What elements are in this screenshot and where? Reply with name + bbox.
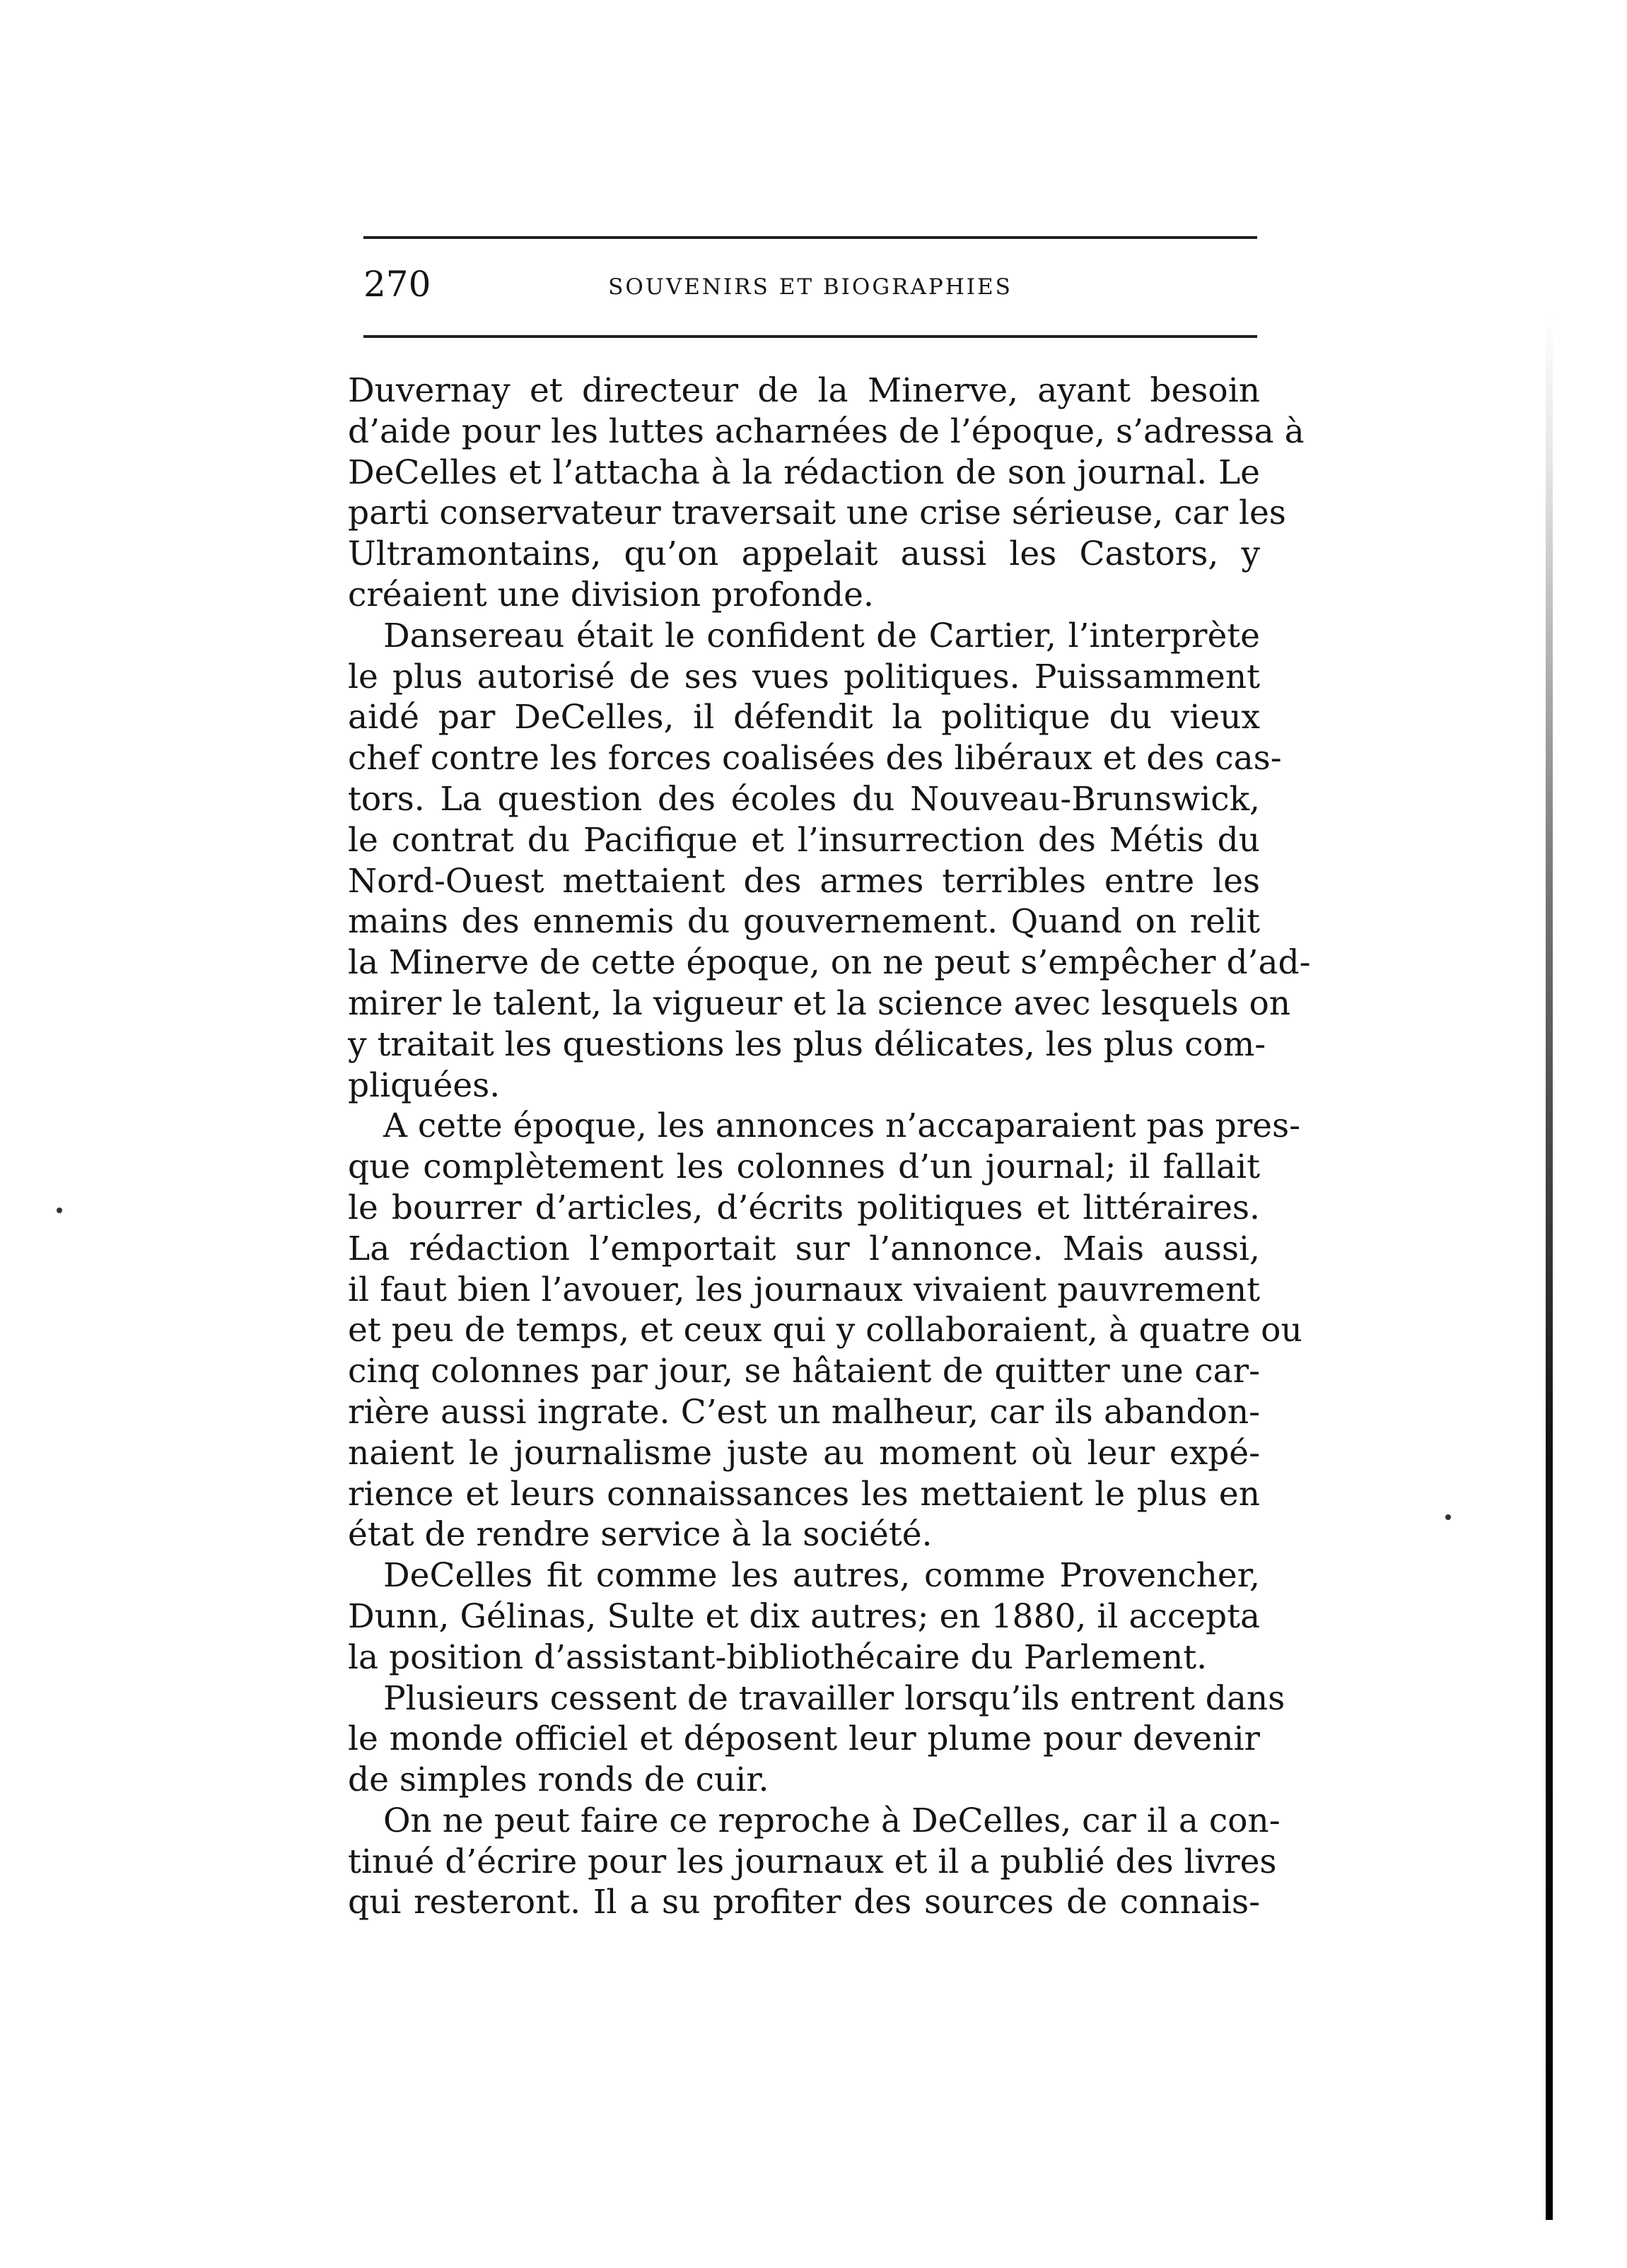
- text-line: état de rendre service à la société.: [348, 1515, 933, 1555]
- text-line: et peu de temps, et ceux qui y collaboraient, à quatre ou: [348, 1311, 1302, 1350]
- text-line: mirer le talent, la vigueur et la science avec lesquels on: [348, 983, 1291, 1023]
- text-line: Dansereau était le confident de Cartier, l’interprète: [383, 616, 1260, 655]
- text-line: La rédaction l’emportait sur l’annonce. Mais aussi,: [348, 1229, 1260, 1268]
- text-line: mains des ennemis du gouvernement. Quand on relit: [348, 902, 1260, 942]
- text-line: tinué d’écrire pour les journaux et il a publié des livres: [348, 1842, 1277, 1881]
- text-line: rience et leurs connaissances les mettaient le plus en: [348, 1474, 1260, 1514]
- text-line: Duvernay et directeur de la Minerve, ayant besoin: [348, 371, 1260, 410]
- scan-speck: [57, 1208, 62, 1213]
- page-header: [363, 256, 1257, 312]
- text-line: Ultramontains, qu’on appelait aussi les Castors, y: [348, 534, 1260, 574]
- text-line: y traitait les questions les plus délicates, les plus com-: [348, 1024, 1266, 1064]
- text-line: le plus autorisé de ses vues politiques. Puissamment: [348, 657, 1260, 696]
- text-line: d’aide pour les luttes acharnées de l’époque, s’adressa à: [348, 411, 1305, 451]
- body-text: [348, 370, 1311, 1923]
- text-line: On ne peut faire ce reproche à DeCelles, car il a con-: [383, 1801, 1281, 1840]
- scan-edge-shadow: [1546, 311, 1553, 2220]
- scan-speck: [1445, 1514, 1451, 1520]
- running-title: SOUVENIRS ET BIOGRAPHIES: [608, 274, 1013, 300]
- header-bottom-rule: [363, 335, 1257, 338]
- text-line: le bourrer d’articles, d’écrits politiques et littéraires.: [348, 1188, 1260, 1227]
- text-line: la Minerve de cette époque, on ne peut s’empêcher d’ad-: [348, 943, 1311, 983]
- page-number: 270: [363, 264, 431, 305]
- text-line: pliquées.: [348, 1065, 501, 1105]
- text-line: cinq colonnes par jour, se hâtaient de quitter une car-: [348, 1352, 1260, 1391]
- paragraph: [348, 616, 1311, 1106]
- text-line: le monde officiel et déposent leur plume pour devenir: [348, 1719, 1260, 1759]
- text-line: créaient une division profonde.: [348, 575, 874, 614]
- text-line: DeCelles et l’attacha à la rédaction de son journal. Le: [348, 452, 1260, 492]
- text-line: que complètement les colonnes d’un journal; il fallait: [348, 1147, 1260, 1187]
- paragraph: [348, 1555, 1260, 1678]
- text-line: chef contre les forces coalisées des libéraux et des cas-: [348, 739, 1282, 778]
- paragraph: [348, 1678, 1285, 1801]
- text-line: le contrat du Pacifique et l’insurrection des Métis du: [348, 820, 1260, 860]
- text-line: tors. La question des écoles du Nouveau-Brunswick,: [348, 779, 1260, 819]
- text-line: Dunn, Gélinas, Sulte et dix autres; en 1880, il accepta: [348, 1596, 1260, 1636]
- header-top-rule: [363, 236, 1257, 239]
- paragraph: [348, 1106, 1302, 1555]
- text-line: naient le journalisme juste au moment où leur expé-: [348, 1433, 1260, 1473]
- text-line: DeCelles fit comme les autres, comme Provencher,: [383, 1556, 1260, 1596]
- text-line: rière aussi ingrate. C’est un malheur, car ils abandon-: [348, 1392, 1260, 1432]
- text-line: aidé par DeCelles, il défendit la politique du vieux: [348, 698, 1260, 737]
- text-line: parti conservateur traversait une crise sérieuse, car les: [348, 493, 1286, 533]
- paragraph: [348, 370, 1305, 616]
- text-line: Nord-Ouest mettaient des armes terribles entre les: [348, 861, 1260, 901]
- text-line: la position d’assistant-bibliothécaire du Parlement.: [348, 1637, 1208, 1677]
- text-line: Plusieurs cessent de travailler lorsqu’ils entrent dans: [383, 1678, 1285, 1718]
- text-line: de simples ronds de cuir.: [348, 1760, 769, 1800]
- text-line: A cette époque, les annonces n’accaparaient pas pres-: [383, 1106, 1300, 1146]
- text-line: il faut bien l’avouer, les journaux vivaient pauvrement: [348, 1270, 1260, 1309]
- paragraph: [348, 1801, 1281, 1923]
- text-line: qui resteront. Il a su profiter des sources de connais-: [348, 1883, 1260, 1922]
